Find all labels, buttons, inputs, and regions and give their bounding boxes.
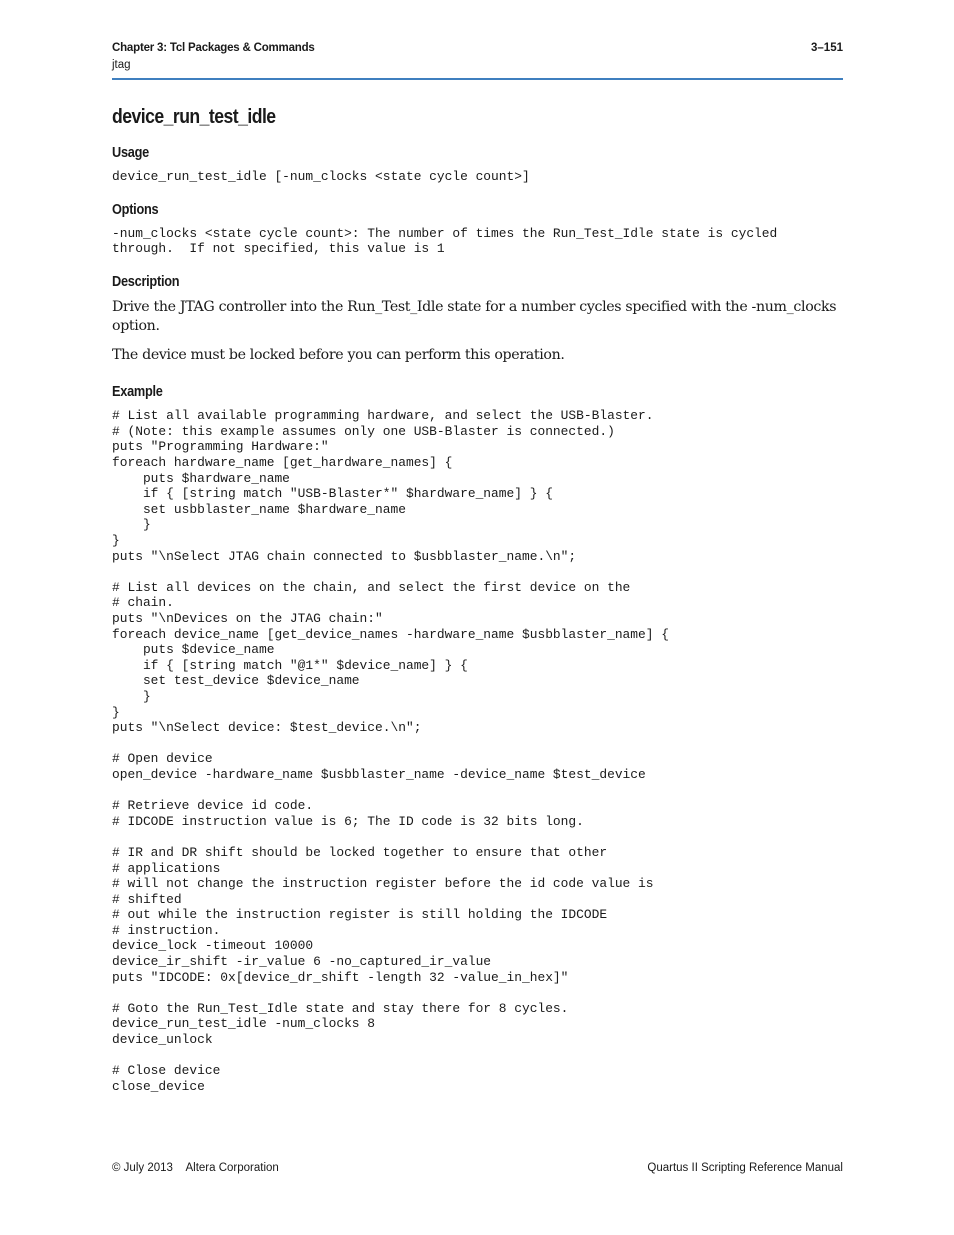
code-line: # applications (112, 860, 221, 876)
code-line: puts "\nDevices on the JTAG chain:" (112, 611, 383, 626)
code-line: open_device -hardware_name $usbblaster_name -device_name $test_device (112, 766, 646, 782)
code-line: # Open device (112, 751, 213, 767)
code-line: device_run_test_idle -num_clocks 8 (112, 1016, 376, 1032)
code-line: # Goto the Run_Test_Idle state and stay there for 8 cycles. (112, 1000, 569, 1016)
footer-manual-title: Quartus II Scripting Reference Manual (647, 1162, 843, 1174)
code-line: close_device (112, 1078, 205, 1094)
footer-company: Altera Corporation (185, 1162, 279, 1174)
code-line (112, 1048, 847, 1064)
code-line: puts $device_name (112, 642, 275, 658)
code-line: device_lock -timeout 10000 (112, 938, 314, 954)
code-line: # Close device (112, 1063, 221, 1079)
code-line: set test_device $device_name (112, 673, 360, 689)
header-chapter: Chapter 3: Tcl Packages & Commands (112, 42, 315, 54)
example-heading: Example (112, 384, 163, 401)
header-section: jtag (112, 59, 131, 71)
usage-code: device_run_test_idle [-num_clocks <state cycle count>] (112, 169, 530, 184)
code-line: device_ir_shift -ir_value 6 -no_captured_ir_value (112, 954, 492, 970)
footer-copyright: © July 2013 (112, 1162, 173, 1174)
code-line: # IR and DR shift should be locked together to ensure that other (112, 844, 608, 860)
example-code (112, 408, 847, 1094)
code-line: if { [string match "USB-Blaster*" $hardware_name] } { (112, 486, 553, 502)
footer-left (112, 1162, 289, 1174)
code-line: foreach device_name [get_device_names -hardware_name $usbblaster_name] { (112, 626, 669, 642)
code-line: puts "IDCODE: 0x[device_dr_shift -length 32 -value_in_hex]" (112, 969, 569, 985)
code-line: # (Note: this example assumes only one USB-Blaster is connected.) (112, 423, 615, 439)
code-line (112, 985, 847, 1001)
header-page-number: 3–151 (811, 42, 843, 54)
code-line (112, 736, 847, 752)
description-paragraph: Drive the JTAG controller into the Run_Test_Idle state for a number cycles specified with the -num_clocks option. (112, 298, 837, 335)
code-line: set usbblaster_name $hardware_name (112, 501, 406, 517)
code-line: } (112, 533, 120, 549)
code-line: # chain. (112, 595, 174, 611)
code-line: puts "\nSelect device: $test_device.\n"; (112, 720, 422, 736)
page-content (112, 104, 847, 1094)
code-line (112, 564, 847, 580)
code-line: } (112, 517, 151, 533)
usage-heading: Usage (112, 145, 149, 161)
code-line: # Retrieve device id code. (112, 798, 314, 814)
code-line: puts "\nSelect JTAG chain connected to $usbblaster_name.\n"; (112, 548, 577, 564)
description-heading: Description (112, 273, 180, 290)
code-line: # List all devices on the chain, and select the first device on the (112, 579, 631, 595)
code-line: } (112, 688, 151, 704)
code-line (112, 829, 847, 845)
code-line: # List all available programming hardware, and select the USB-Blaster. (112, 408, 654, 424)
code-line: foreach hardware_name [get_hardware_names] { (112, 455, 453, 471)
code-line: # instruction. (112, 922, 221, 938)
code-line: # shifted (112, 891, 182, 907)
code-line: if { [string match "@1*" $device_name] } { (112, 657, 468, 673)
code-line: # IDCODE instruction value is 6; The ID code is 32 bits long. (112, 813, 584, 829)
code-line: puts "Programming Hardware:" (112, 439, 329, 455)
options-heading: Options (112, 201, 159, 218)
code-line: } (112, 704, 120, 720)
options-code: -num_clocks <state cycle count>: The number of times the Run_Test_Idle state is cycled through. If not specified, this value is 1 (112, 225, 778, 257)
code-line: # out while the instruction register is still holding the IDCODE (112, 907, 608, 923)
code-line: device_unlock (112, 1032, 213, 1048)
page-title: device_run_test_idle (112, 106, 276, 128)
description-paragraph: The device must be locked before you can perform this operation. (112, 346, 565, 363)
code-line: puts $hardware_name (112, 470, 290, 486)
code-line: # will not change the instruction register before the id code value is (112, 876, 654, 892)
page-header (112, 42, 843, 80)
code-line (112, 783, 847, 799)
